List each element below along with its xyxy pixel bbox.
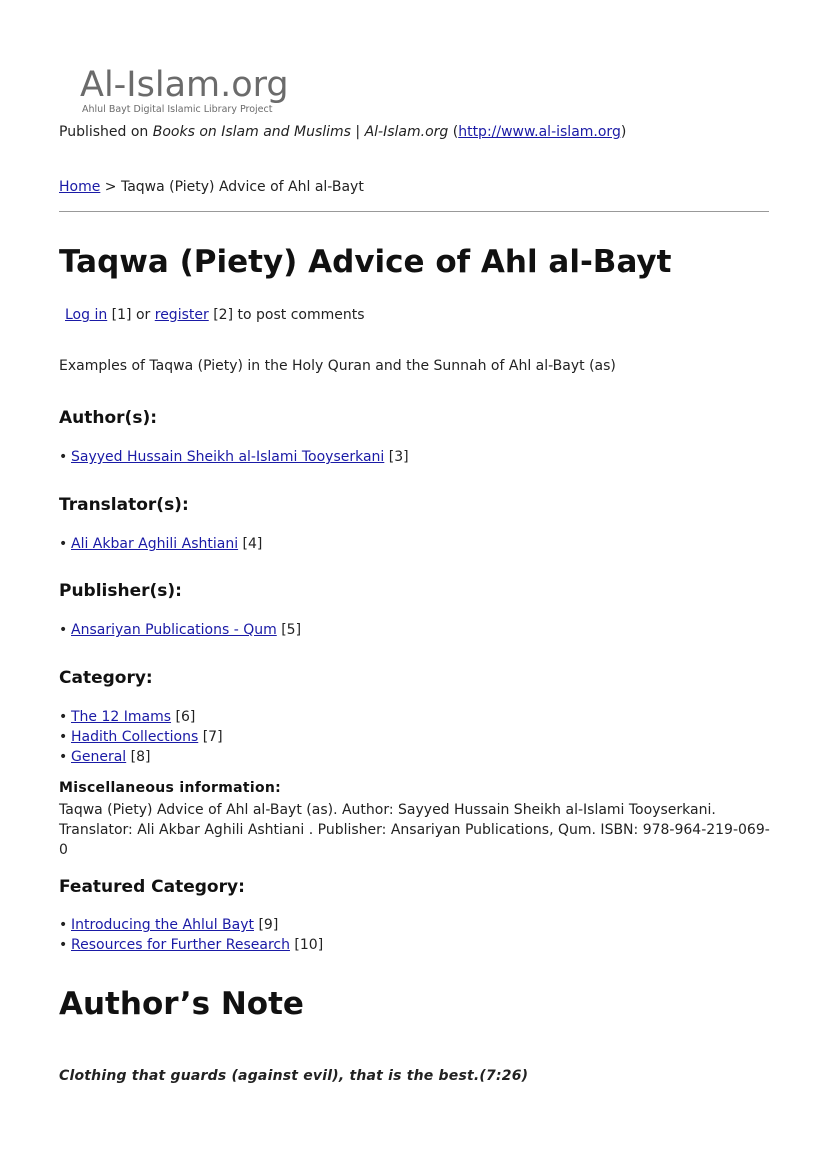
category-link[interactable]: Hadith Collections [71,729,199,745]
published-prefix: Published on [59,124,149,140]
login-or: or [135,307,151,323]
translators-list [59,534,262,554]
published-url-link[interactable]: http://www.al-islam.org [458,124,621,140]
divider [59,211,769,212]
register-ref: [2] [213,307,234,323]
breadcrumb-separator: > [104,179,117,195]
featured-list [59,915,323,955]
category-list [59,707,223,767]
category-heading: Category: [59,668,153,688]
list-item [59,935,323,955]
list-item [59,447,409,467]
category-link[interactable]: General [71,749,127,765]
author-link[interactable]: Sayyed Hussain Sheikh al-Islami Tooyserkani [71,449,385,465]
published-url-open: ( [452,124,459,140]
publisher-ref: [5] [281,622,302,638]
login-line [65,307,365,323]
published-site-name: Books on Islam and Muslims | Al-Islam.org [152,124,449,140]
translator-ref: [4] [242,536,263,552]
translator-link[interactable]: Ali Akbar Aghili Ashtiani [71,536,239,552]
authors-heading: Author(s): [59,408,158,428]
login-ref: [1] [111,307,132,323]
translators-heading: Translator(s): [59,495,189,515]
bullet-icon: • [59,709,68,725]
bullet-icon: • [59,536,68,552]
bullet-icon: • [59,937,68,953]
bullet-icon: • [59,622,68,638]
published-url-close: ) [620,124,627,140]
featured-heading: Featured Category: [59,877,245,897]
category-link[interactable]: The 12 Imams [71,709,172,725]
featured-link[interactable]: Introducing the Ahlul Bayt [71,917,254,933]
publishers-list [59,620,301,640]
publisher-link[interactable]: Ansariyan Publications - Qum [71,622,277,638]
page-title: Taqwa (Piety) Advice of Ahl al-Bayt [59,244,672,280]
breadcrumb-current: Taqwa (Piety) Advice of Ahl al-Bayt [120,179,364,195]
list-item [59,707,223,727]
site-logo [80,64,320,120]
book-summary: Examples of Taqwa (Piety) in the Holy Quran and the Sunnah of Ahl al-Bayt (as) [59,358,616,374]
list-item [59,727,223,747]
login-link[interactable]: Log in [65,307,108,323]
section-heading: Author’s Note [59,986,304,1022]
register-link[interactable]: register [154,307,209,323]
list-item [59,620,301,640]
bullet-icon: • [59,729,68,745]
breadcrumb [59,179,364,195]
misc-heading: Miscellaneous information: [59,780,282,796]
author-ref: [3] [388,449,409,465]
featured-ref: [9] [258,917,279,933]
bullet-icon: • [59,917,68,933]
publishers-heading: Publisher(s): [59,581,182,601]
list-item [59,747,223,767]
quote-text: Clothing that guards (against evil), that is the best.(7:26) [59,1068,529,1084]
authors-list [59,447,409,467]
bullet-icon: • [59,749,68,765]
breadcrumb-home-link[interactable]: Home [59,179,101,195]
category-ref: [8] [130,749,151,765]
published-line [59,124,626,140]
category-ref: [6] [175,709,196,725]
category-ref: [7] [202,729,223,745]
featured-link[interactable]: Resources for Further Research [71,937,290,953]
featured-ref: [10] [294,937,324,953]
list-item [59,915,323,935]
list-item [59,534,262,554]
login-suffix: to post comments [237,307,365,323]
misc-body: Taqwa (Piety) Advice of Ahl al-Bayt (as). Author: Sayyed Hussain Sheikh al-Islami Tooyserkani. Translator: Ali Akbar Aghili Ashtiani . Publisher: Ansariyan Publications, Qum. ISBN: 978-964-219-069-0 [59,802,770,858]
logo-wordmark: Al-Islam.org [80,65,289,105]
logo-tagline: Ahlul Bayt Digital Islamic Library Project [82,104,273,115]
bullet-icon: • [59,449,68,465]
